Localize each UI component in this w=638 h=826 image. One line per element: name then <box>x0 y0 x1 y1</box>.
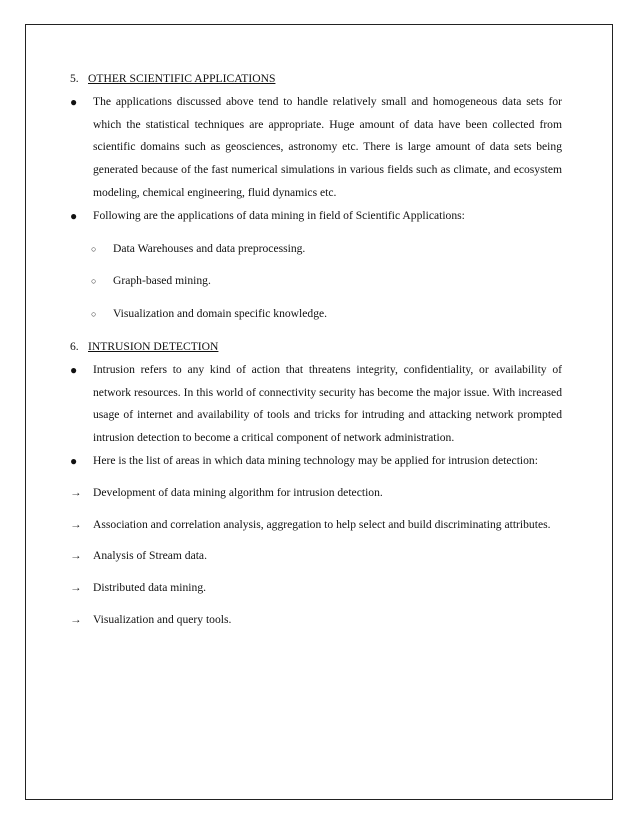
bullet-text: Following are the applications of data mining in field of Scientific Applications: <box>93 208 465 222</box>
section-5-heading <box>70 68 562 91</box>
sub-item-text: Visualization and domain specific knowledge. <box>113 307 328 321</box>
section-number: 6. <box>70 339 79 353</box>
right-arrow-icon: → <box>70 612 82 626</box>
bullet-text: Intrusion refers to any kind of action that threatens integrity, confidentiality, or availability of network resources. In this world of connectivity security has become the major issue. With increased usage of internet and availability of tools and tricks for intruding and attacking network prompted intrusion detection to become a critical component of network administration. <box>93 362 562 445</box>
bullet-text: The applications discussed above tend to handle relatively small and homogeneous data sets for which the statistical techniques are appropriate. Huge amount of data have been collected from scientific domains such as geosciences, astronomy etc. There is large amount of data sets being generated because of the fast numerical simulations in various fields such as climate, and ecosystem modeling, chemical engineering, fluid dynamics etc. <box>93 94 562 199</box>
right-arrow-icon: → <box>70 581 82 595</box>
sub-list-item <box>91 303 562 326</box>
right-arrow-icon: → <box>70 485 82 499</box>
bullet-text: Here is the list of areas in which data mining technology may be applied for intrusion detection: <box>93 453 538 467</box>
hollow-circle-icon: ○ <box>91 243 97 254</box>
document-content <box>70 68 562 632</box>
arrow-item-text: Association and correlation analysis, aggregation to help select and build discriminating attributes. <box>93 517 551 531</box>
arrow-list-item <box>70 577 562 600</box>
section-title: INTRUSION DETECTION <box>88 339 219 353</box>
hollow-circle-icon: ○ <box>91 309 97 320</box>
bullet-icon: ● <box>70 362 78 377</box>
bullet-icon: ● <box>70 208 78 223</box>
arrow-item-text: Analysis of Stream data. <box>93 549 207 563</box>
bullet-item <box>70 91 562 205</box>
hollow-circle-icon: ○ <box>91 276 97 287</box>
bullet-item <box>70 450 562 473</box>
arrow-item-text: Development of data mining algorithm for intrusion detection. <box>93 485 383 499</box>
right-arrow-icon: → <box>70 517 82 531</box>
bullet-item <box>70 359 562 450</box>
section-6-heading <box>70 336 562 359</box>
bullet-icon: ● <box>70 94 78 109</box>
sub-list-item <box>91 238 562 261</box>
arrow-item-text: Distributed data mining. <box>93 581 207 595</box>
bullet-item <box>70 205 562 228</box>
right-arrow-icon: → <box>70 549 82 563</box>
arrow-item-text: Visualization and query tools. <box>93 612 232 626</box>
arrow-list-item <box>70 609 562 632</box>
arrow-list-item <box>70 545 562 568</box>
bullet-icon: ● <box>70 453 78 468</box>
sub-item-text: Graph-based mining. <box>113 274 211 288</box>
sub-list-item <box>91 270 562 293</box>
sub-item-text: Data Warehouses and data preprocessing. <box>113 241 306 255</box>
section-title: OTHER SCIENTIFIC APPLICATIONS <box>88 72 276 85</box>
arrow-list-item <box>70 514 562 537</box>
arrow-list-item <box>70 482 562 505</box>
section-number: 5. <box>70 72 79 85</box>
